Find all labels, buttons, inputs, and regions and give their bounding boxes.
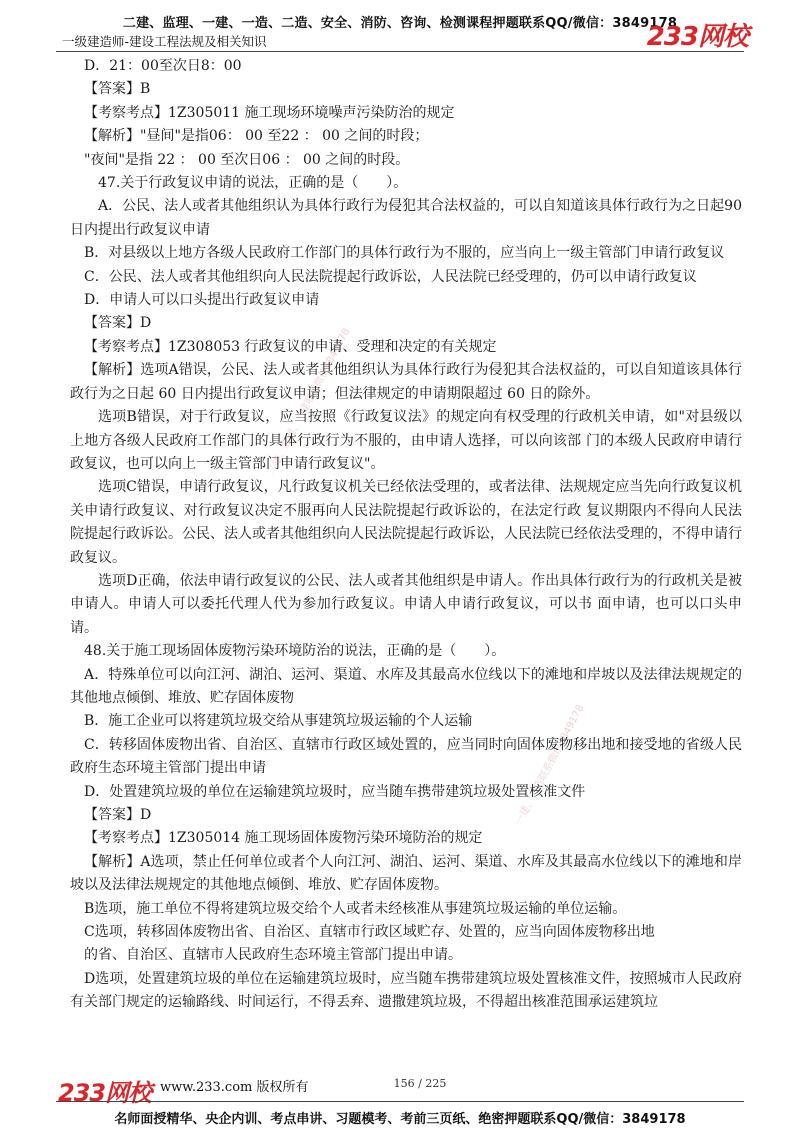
analysis-paragraph: 选项D正确，依法申请行政复议的公民、法人或者其他组织是申请人。作出具体行政行为的行政机关是被申请人。申请人可以委托代理人代为参加行政复议。申请人申请行政复议，可以书 面申请，也可以口头申请。 [70,572,742,636]
footer-logo: 233网校 [58,1079,152,1107]
option-line: D．21：00至次日8：00 [84,58,242,74]
option-line: B．施工企业可以将建筑垃圾交给从事建筑垃圾运输的个人运输 [84,713,473,730]
option-line: D．申请人可以口头提出行政复议申请 [84,292,320,309]
answer: 【答案】B [84,81,151,98]
option-line: A．特殊单位可以向江河、湖泊、运河、渠道、水库及其最高水位线以下的滩地和岸坡以及法律法规规定的其他地点倾倒、堆放、贮存固体废物 [70,666,742,706]
option-line: D．处置建筑垃圾的单位在运输建筑垃圾时，应当随车携带建筑垃圾处置核准文件 [84,783,586,800]
watermark: 二建、监理、一建联系微信3849178 [265,326,353,478]
answer: 【答案】D [84,315,152,332]
analysis-paragraph: B选项，施工单位不得将建筑垃圾交给个人或者未经核准从事建筑垃圾运输的单位运输。 [84,900,627,917]
question-47: 47.关于行政复议申请的说法，正确的是（ ）。 [98,175,408,192]
analysis-paragraph: D选项，处置建筑垃圾的单位在运输建筑垃圾时，应当随车携带建筑垃圾处置核准文件，按照城市人民政府有关部门规定的运输路线、时间运行，不得丢弃、遗撒建筑垃圾，不得超出核准范围承运建筑垃 [70,970,742,1011]
exam-point: 【考察考点】1Z308053 行政复议的申请、受理和决定的有关规定 [84,338,497,355]
option-line: A．公民、法人或者其他组织认为具体行政行为侵犯其合法权益的，可以自知道该具体行政行为之日起90日内提出行政复议申请 [70,198,742,238]
document-subtitle: 一级建造师-建设工程法规及相关知识 [62,34,267,49]
question-48: 48.关于施工现场固体废物污染环境防治的说法，正确的是（ ）。 [84,643,506,660]
header-contact-line: 二建、监理、一建、一造、二造、安全、消防、咨询、检测课程押题联系QQ/微信：3849178 [122,16,678,31]
option-line: B．对县级以上地方各级人民政府工作部门的具体行政行为不服的，应当向上一级主管部门申请行政复议 [84,245,725,262]
analysis-paragraph: 选项B错误，对于行政复议，应当按照《行政复议法》的规定向有权受理的行政机关申请，如"对县级以上地方各级人民政府工作部门的具体行政行为不服的，由申请人选择，可以向该部 门的本级人民政府申请行政复议，也可以向上一级主管部门申请行政复议"。 [70,409,742,472]
footer-divider [56,1101,744,1102]
analysis: 【解析】A选项，禁止任何单位或者个人向江河、湖泊、运河、渠道、水库及其最高水位线以下的滩地和岸坡以及法律法规规定的其他地点倾倒、堆放、贮存固体废物。 [70,853,742,894]
page-number: 156 / 225 [393,1077,447,1090]
exam-point: 【考察考点】1Z305011 施工现场环境噪声污染防治的规定 [84,104,455,121]
brand-logo: 233网校 [646,22,748,52]
exam-point: 【考察考点】1Z305014 施工现场固体废物污染环境防治的规定 [84,830,483,847]
analysis: 【解析】"昼间"是指06： 00 至22 ： 00 之间的时段； [84,128,429,145]
watermark: 一建、一造联系微信3849178 [513,703,587,828]
footer-contact-line: 名师面授精华、央企内训、考点串讲、习题模考、考前三页纸、绝密押题联系QQ/微信：3849178 [114,1112,686,1127]
answer: 【答案】D [84,807,152,823]
footer-site: www.233.com 版权所有 [160,1080,309,1095]
analysis-paragraph: 的省、自治区、直辖市人民政府生态环境主管部门提出申请。 [84,947,462,964]
analysis-paragraph: 选项C错误，申请行政复议，凡行政复议机关已经依法受理的，或者法律、法规规定应当先向行政复议机关申请行政复议、对行政复议决定不服再向人民法院提起行政诉讼的，在法定行政 复议期限内不得向人民法院提起行政诉讼。公民、法人或者其他组织向人民法院提起行政诉讼，人民法院已经依法受理的，不得申请行政复议。 [70,479,742,566]
option-line: C．公民、法人或者其他组织向人民法院提起行政诉讼，人民法院已经受理的，仍可以申请行政复议 [84,268,697,285]
analysis-paragraph: C选项，转移固体废物出省、自治区、直辖市行政区域贮存、处置的，应当向固体废物移出地 [84,924,655,941]
analysis-line: "夜间"是指 22 ： 00 至次日06 ： 00 之间的时段。 [84,151,410,168]
analysis: 【解析】选项A错误，公民、法人或者其他组织认为具体行政行为侵犯其合法权益的，可以自知道该具体行政行为之日起 60 日内提出行政复议申请；但法律规定的申请期限超过 60 日的除外。 [70,362,742,402]
option-line: C．转移固体废物出省、自治区、直辖市行政区域处置的，应当同时向固体废物移出地和接受地的省级人民政府生态环境主管部门提出申请 [70,736,742,777]
page-content [70,55,742,1015]
header-divider [56,51,744,52]
